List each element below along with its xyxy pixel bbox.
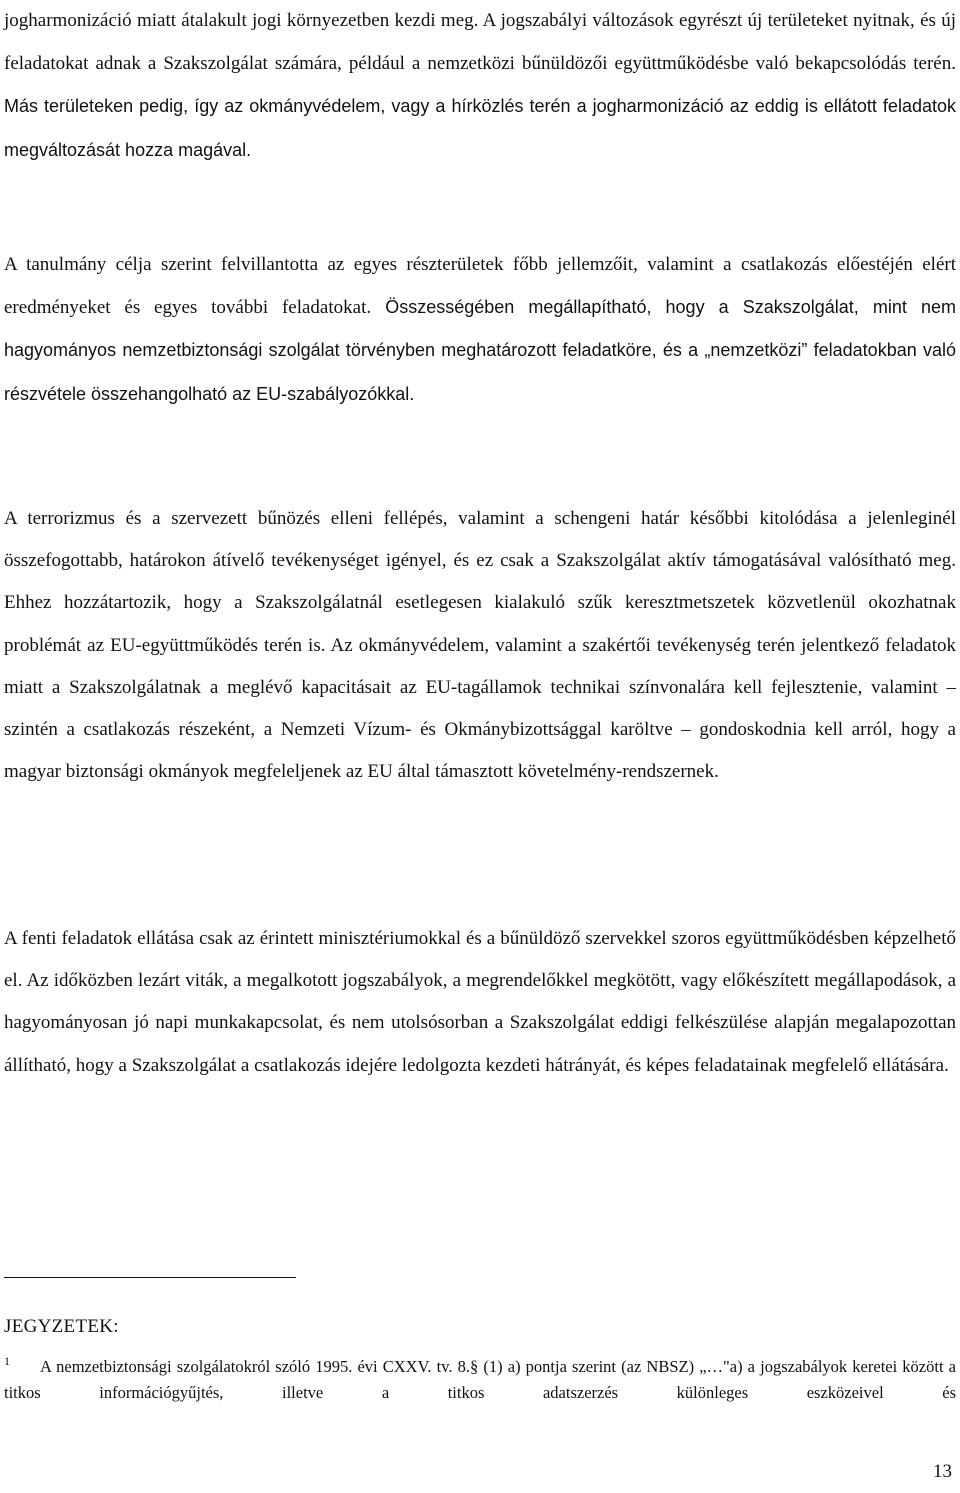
- notes-heading: JEGYZETEK:: [4, 1316, 119, 1337]
- paragraph-3: A terrorizmus és a szervezett bűnözés elleni fellépés, valamint a schengeni határ későbbi kitolódása a jelenleginél összefogottabb, határokon átívelő tevékenységet igényel, és ez csak a Szakszolgálat aktív támogatásával valósítható meg. Ehhez hozzátartozik, hogy a Szakszolgálatnál esetlegesen kialakuló szűk keresztmetszetek közvetlenül okozhatnak problémát az EU-együttműködés terén is. Az okmányvédelem, valamint a szakértői tevékenység terén jelentkező feladatok miatt a Szakszolgálatnak a meglévő kapacitásait az EU-tagállamok technikai színvonalára kell fejlesztenie, valamint – szintén a csatlakozás részeként, a Nemzeti Vízum- és Okmánybizottsággal karöltve – gondoskodnia kell arról, hogy a magyar biztonsági okmányok megfeleljenek az EU által támasztott követelmény-rendszernek.: [4, 508, 956, 783]
- footnote-separator: [4, 1277, 296, 1278]
- page-number: 13: [933, 1461, 952, 1482]
- footnote-number: 1: [4, 1354, 10, 1368]
- paragraph-2-part-a: A tanulmány célja szerint felvillantotta az egyes részterületek főbb jellemzőit, valamint a csatlakozás előestéjén elért eredményeket és egyes további feladatokat.: [4, 254, 956, 319]
- paragraph-2-part-b: Összességében megállapítható, hogy a Szakszolgálat, mint nem hagyományos nemzetbiztonsági szolgálat törvényben meghatározott feladatköre, és a „nemzetközi” feladatokban való részvétele összehangolható az EU-szabályozókkal.: [4, 297, 956, 404]
- footnote-text: A nemzetbiztonsági szolgálatokról szóló 1995. évi CXXV. tv. 8.§ (1) a) pontja szerint (az NBSZ) „…"a) a jogszabályok keretei között a titkos információgyűjtés, illetve a titkos adatszerzés különleges eszközeivel és: [4, 1357, 956, 1402]
- footnote-1: [4, 1354, 956, 1406]
- paragraph-1-part-a: jogharmonizáció miatt átalakult jogi környezetben kezdi meg. A jogszabályi változások egyrészt új területeket nyitnak, és új feladatokat adnak a Szakszolgálat számára, például a nemzetközi bűnüldözői együttműködésbe való bekapcsolódás terén.: [4, 10, 956, 75]
- paragraph-1-part-b: Más területeken pedig, így az okmányvédelem, vagy a hírközlés terén a jogharmonizáció az eddig is ellátott feladatok megváltozását hozza magával.: [4, 96, 956, 160]
- paragraph-2: [4, 244, 956, 416]
- paragraph-1: [4, 0, 956, 172]
- paragraph-4: A fenti feladatok ellátása csak az érintett minisztériumokkal és a bűnüldöző szervekkel szoros együttműködésben képzelhető el. Az időközben lezárt viták, a megalkotott jogszabályok, a megrendelőkkel megkötött, vagy előkészített megállapodások, a hagyományosan jó napi munkakapcsolat, és nem utolsósorban a Szakszolgálat eddigi felkészülése alapján megalapozottan állítható, hogy a Szakszolgálat a csatlakozás idejére ledolgozta kezdeti hátrányát, és képes feladatainak megfelelő ellátására.: [4, 928, 956, 1076]
